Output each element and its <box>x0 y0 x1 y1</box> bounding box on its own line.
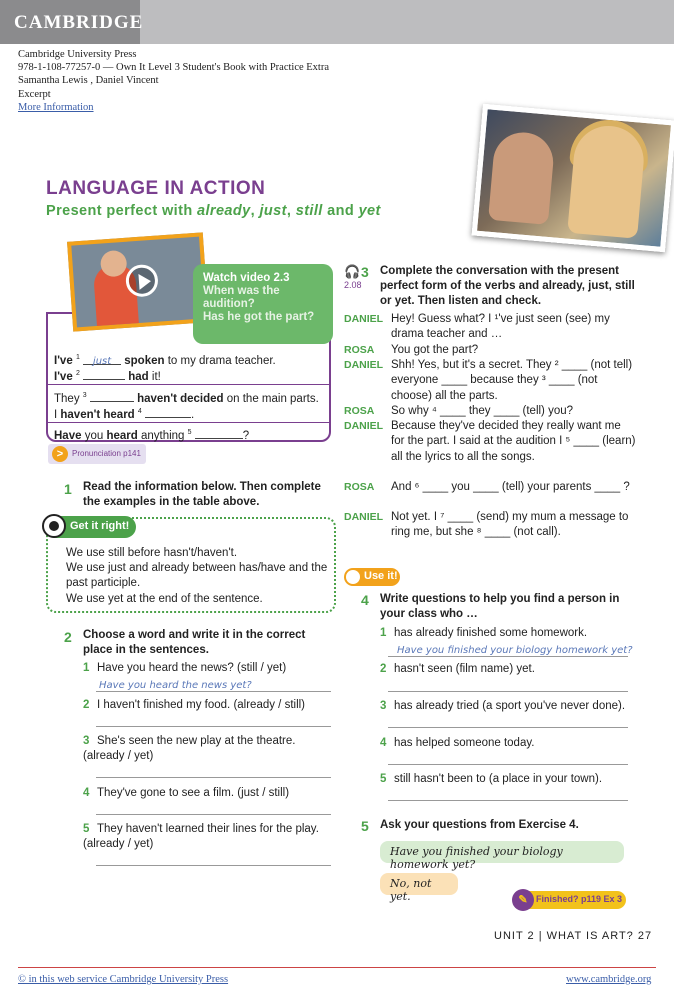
dialog-line: And ⁶ ____ you ____ (tell) your parents ____ ? <box>391 481 630 493</box>
speaker-name: DANIEL <box>344 359 384 371</box>
grammar-row-3: They $^3$ haven't decided on the main parts. <box>54 392 319 405</box>
publisher: Cambridge University Press <box>18 49 137 60</box>
book-meta <box>18 48 329 114</box>
ex4-item-3: 3 has already tried (a sport you've never done). <box>380 700 626 712</box>
dialog-line: You got the part? <box>391 344 479 356</box>
isbn-title: 978-1-108-77257-0 — Own It Level 3 Student's Book with Practice Extra <box>18 62 330 74</box>
speaker-name: DANIEL <box>344 420 384 432</box>
pronunciation-link[interactable]: > Pronunciation p141 <box>48 444 146 464</box>
audio-track[interactable]: 🎧 2.08 <box>344 264 362 290</box>
footer-divider <box>18 967 656 968</box>
page-footer-unit: UNIT 2 | WHAT IS ART? 27 <box>494 930 653 942</box>
speaker-name: DANIEL <box>344 511 384 523</box>
answer-line[interactable] <box>388 800 628 801</box>
video-question-2: Has he got the part? <box>203 311 315 323</box>
dialog-line: Shh! Yes, but it's a secret. They ² ____ (not tell) everyone ____ because they ³ ____ (not choose) all the parts. <box>391 359 633 402</box>
speaker-name: ROSA <box>344 481 375 493</box>
exercise-5-instruction: Ask your questions from Exercise 4. <box>380 819 579 831</box>
ex2-item-2: 2 I haven't finished my food. (already / still) <box>83 699 306 711</box>
answer-line[interactable] <box>96 726 331 727</box>
ex2-item-1: 1 Have you heard the news? (still / yet) <box>83 662 287 674</box>
exercise-4-instruction: Write questions to help you find a person in your class who … <box>380 593 620 620</box>
video-question-1: When was the audition? <box>203 285 280 310</box>
exercise-5-number: 5 <box>361 818 369 834</box>
grammar-row-2: I've $^2$ had it! <box>54 370 161 383</box>
speaker-name: ROSA <box>344 405 375 417</box>
dialog-line: So why ⁴ ____ they ____ (tell) you? <box>391 405 574 417</box>
get-it-right-text: We use still before hasn't/haven't. We use just and already between has/have and the past participle. We use yet at the end of the sentence. <box>66 547 328 605</box>
dialog-line: Not yet. I ⁷ ____ (send) my mum a message to ring me, but she ⁸ ____ (not call). <box>391 511 629 539</box>
ex4-item-1: 1 has already finished some homework. <box>380 627 588 639</box>
exercise-4-number: 4 <box>361 592 369 608</box>
answer-line[interactable] <box>388 691 628 692</box>
exercise-2-instruction: Choose a word and write it in the correct place in the sentences. <box>83 629 306 656</box>
video-label: Watch video 2.3 <box>203 272 290 284</box>
answer-line[interactable] <box>96 814 331 815</box>
use-it-badge: Use it! <box>344 568 400 586</box>
ex4-item-4: 4 has helped someone today. <box>380 737 535 749</box>
headphones-icon: 🎧 <box>344 264 361 279</box>
authors: Samantha Lewis , Daniel Vincent <box>18 75 159 87</box>
website-link[interactable]: www.cambridge.org <box>566 974 652 985</box>
puzzle-icon: ✎ <box>512 889 534 911</box>
lesson-title: LANGUAGE IN ACTION <box>46 178 266 199</box>
handwritten-answer: just <box>92 355 112 367</box>
exercise-1-instruction: Read the information below. Then complete the examples in the table above. <box>83 481 321 508</box>
ex2-item-3: 3 She's seen the new play at the theatre. (already / yet) <box>83 735 296 763</box>
students-photo <box>472 104 674 252</box>
speech-bubble-answer: No, not yet. <box>380 873 458 895</box>
answer-line[interactable] <box>388 656 628 657</box>
grammar-row-5: Have you heard anything $^5$ ? <box>54 429 250 442</box>
get-it-right-badge: Get it right! <box>44 516 136 538</box>
speech-bubble-question: Have you finished your biology homework yet? <box>380 841 624 863</box>
exercise-3-number: 3 <box>361 264 369 280</box>
answer-line[interactable] <box>388 727 628 728</box>
dialog-line: Hey! Guess what? I ¹'ve just seen (see) my drama teacher and … <box>391 313 610 341</box>
finished-badge[interactable]: ✎ Finished? p119 Ex 3 <box>514 891 626 909</box>
arrow-right-icon: > <box>52 446 68 462</box>
copyright-link[interactable]: © in this web service Cambridge University Press <box>18 974 229 985</box>
ex2-item-1-answer: Have you heard the news yet? <box>99 680 252 691</box>
grammar-row-1: I've $^1$ just spoken to my drama teacher. <box>54 354 276 367</box>
answer-line[interactable] <box>96 691 331 692</box>
answer-line[interactable] <box>388 764 628 765</box>
speech-icon <box>346 570 360 584</box>
ex2-item-4: 4 They've gone to see a film. (just / still) <box>83 787 290 799</box>
speaker-name: DANIEL <box>344 313 384 325</box>
exercise-1-number: 1 <box>64 481 72 497</box>
eye-icon <box>42 514 66 538</box>
excerpt-label: Excerpt <box>18 88 51 100</box>
exercise-2-number: 2 <box>64 629 72 645</box>
more-information-link[interactable]: More Information <box>18 101 94 113</box>
ex4-item-2: 2 hasn't seen (film name) yet. <box>380 663 535 675</box>
grammar-row-4: I haven't heard $^4$ . <box>54 408 195 421</box>
answer-line[interactable] <box>96 865 331 866</box>
speaker-name: ROSA <box>344 344 375 356</box>
answer-line[interactable] <box>96 777 331 778</box>
ex4-item-1-answer: Have you finished your biology homework yet? <box>397 645 633 656</box>
exercise-3-instruction: Complete the conversation with the present perfect form of the verbs and already, just, still or yet. Then listen and check. <box>380 265 635 307</box>
dialog-line: Because they've decided they really want me for the part. I said at the audition I ⁵ ____ (learn) all the lyrics to all the songs. <box>391 420 636 463</box>
ex2-item-5: 5 They haven't learned their lines for the play. (already / yet) <box>83 823 319 851</box>
cambridge-logo: CAMBRIDGE <box>0 0 140 44</box>
lesson-subtitle: Present perfect with already, just, still and yet <box>46 203 381 219</box>
ex4-item-5: 5 still hasn't been to (a place in your town). <box>380 773 603 785</box>
video-prompt-box <box>193 264 333 344</box>
video-thumbnail[interactable] <box>67 232 209 331</box>
